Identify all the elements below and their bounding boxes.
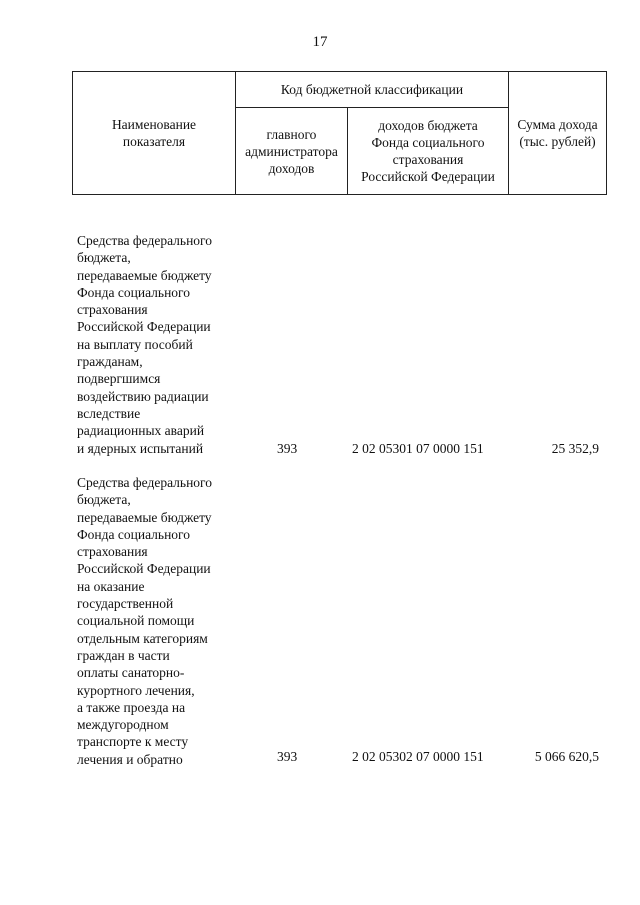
- header-budget-column: доходов бюджета Фонда социального страхования Российской Федерации: [347, 107, 509, 195]
- row-name: Средства федерального бюджета, передаваемые бюджету Фонда социального страхования Российской Федерации на выплату пособий гражданам, подвергшимся воздействию радиации вследствие радиационных аварий и ядерных испытаний: [77, 233, 212, 456]
- table-row: [0, 232, 640, 457]
- row-name: Средства федерального бюджета, передаваемые бюджету Фонда социального страхования Российской Федерации на оказание государственной социальной помощи отдельным категориям граждан в части оплаты санаторно- курортного лечения, а также проезда на междугородном транспорте к месту лечения и обратно: [77, 475, 212, 767]
- table-header: [72, 71, 607, 195]
- page-number: 17: [312, 34, 328, 50]
- row-budget-code: 2 02 05302 07 0000 151: [352, 748, 484, 764]
- header-name-column: Наименование показателя: [72, 71, 236, 195]
- table-row: [0, 474, 640, 765]
- header-sum-column: Сумма дохода (тыс. рублей): [508, 71, 607, 195]
- row-admin-code: 393: [277, 748, 298, 764]
- row-admin-code: 393: [277, 440, 298, 456]
- header-code-group: Код бюджетной классификации: [235, 71, 509, 108]
- row-budget-code: 2 02 05301 07 0000 151: [352, 440, 484, 456]
- header-admin-column: главного администратора доходов: [235, 107, 348, 195]
- row-amount: 5 066 620,5: [534, 748, 599, 764]
- row-amount: 25 352,9: [551, 440, 599, 456]
